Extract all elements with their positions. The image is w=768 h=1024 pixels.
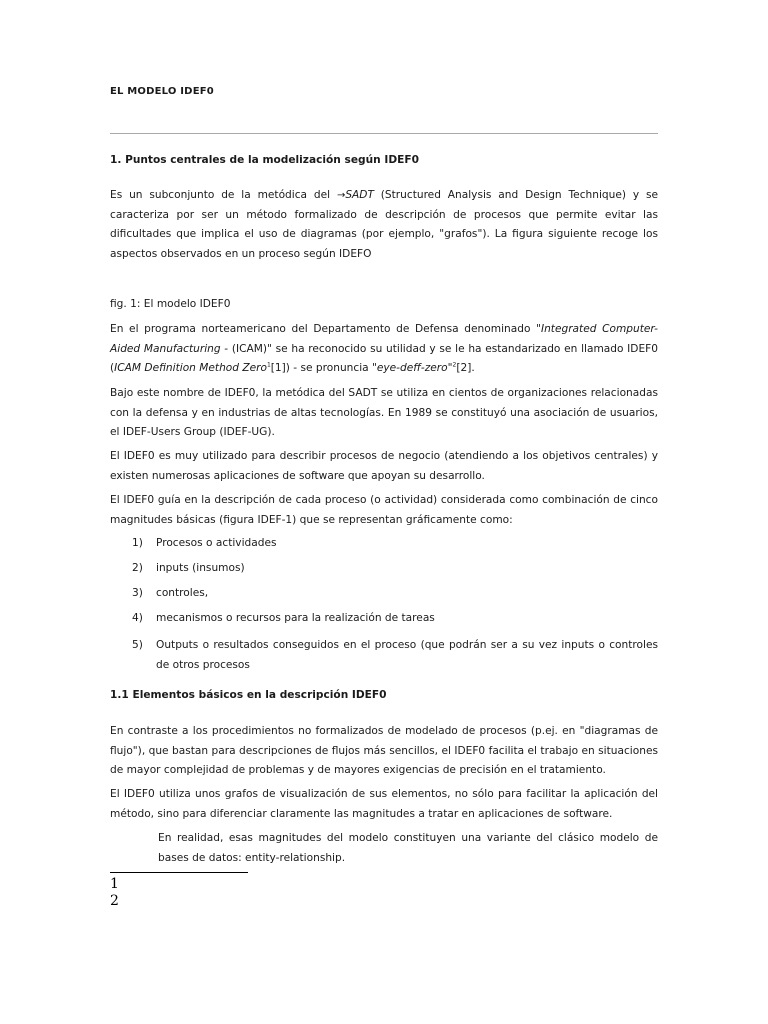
section-1-paragraph-5: El IDEF0 guía en la descripción de cada proceso (o actividad) considerada como combinación de cinco magnitudes básicas (figura IDEF-1) que se representan gráficamente como: (110, 494, 658, 526)
section-1-paragraph-4: El IDEF0 es muy utilizado para describir procesos de negocio (atendiendo a los objetivos centrales) y existen numerosas aplicaciones de software que apoyan su desarrollo. (110, 450, 658, 482)
footnote-separator (110, 872, 248, 873)
footnote-ref-2[interactable]: 2 (452, 361, 457, 369)
footnote-ref-1[interactable]: 1 (266, 361, 271, 369)
section-1-paragraph-2: En el programa norteamericano del Departamento de Defensa denominado "Integrated Computer-Aided Manufacturing - (ICAM)" se ha reconocido su utilidad y se le ha estandarizado en llamado IDEF0 (ICAM Definition Method Zero$^1$[1]) - se pronuncia "eye-deff-zero"$^2$[2]. (110, 323, 658, 374)
footnote-2: 2 (110, 893, 119, 909)
list-item: 1) Procesos o actividades (132, 537, 277, 549)
list-item: 4) mecanismos o recursos para la realización de tareas (132, 612, 435, 624)
arrow-icon: → (336, 190, 346, 201)
section-1-paragraph-1: Es un subconjunto de la metódica del →SADT (Structured Analysis and Design Technique) y se caracteriza por ser un método formalizado de descripción de procesos que permite evitar las dificultades que implica el uso de diagramas (por ejemplo, "grafos"). La figura siguiente recoge los aspectos observados en un proceso según IDEFO (110, 189, 658, 260)
list-item: 5) Outputs o resultados conseguidos en el proceso (que podrán ser a su vez inputs o controles de otros procesos (132, 639, 658, 671)
section-1-1-heading: 1.1 Elementos básicos en la descripción IDEF0 (110, 689, 387, 701)
section-1-1-paragraph-1: En contraste a los procedimientos no formalizados de modelado de procesos (p.ej. en "diagramas de flujo"), que bastan para descripciones de flujos más sencillos, el IDEF0 facilita el trabajo en situaciones de mayor complejidad de problemas y de mayores exigencias de precisión en el tratamiento. (110, 725, 658, 776)
figure-caption: fig. 1: El modelo IDEF0 (110, 298, 231, 310)
sadt-link[interactable]: SADT (345, 189, 374, 201)
section-1-heading: 1. Puntos centrales de la modelización según IDEF0 (110, 154, 419, 166)
document-title: EL MODELO IDEF0 (110, 86, 214, 97)
section-1-paragraph-3: Bajo este nombre de IDEF0, la metódica del SADT se utiliza en cientos de organizaciones relacionadas con la defensa y en industrias de altas tecnologías. En 1989 se constituyó una asociación de usuarios, el IDEF-Users Group (IDEF-UG). (110, 387, 658, 438)
footnote-1: 1 (110, 876, 119, 892)
list-item: 3) controles, (132, 587, 209, 599)
list-item: 2) inputs (insumos) (132, 562, 245, 574)
horizontal-rule (110, 133, 658, 134)
indented-note: En realidad, esas magnitudes del modelo constituyen una variante del clásico modelo de bases de datos: entity-relationship. (158, 832, 658, 864)
section-1-1-paragraph-2: El IDEF0 utiliza unos grafos de visualización de sus elementos, no sólo para facilitar la aplicación del método, sino para diferenciar claramente las magnitudes a tratar en aplicaciones de software. (110, 788, 658, 820)
